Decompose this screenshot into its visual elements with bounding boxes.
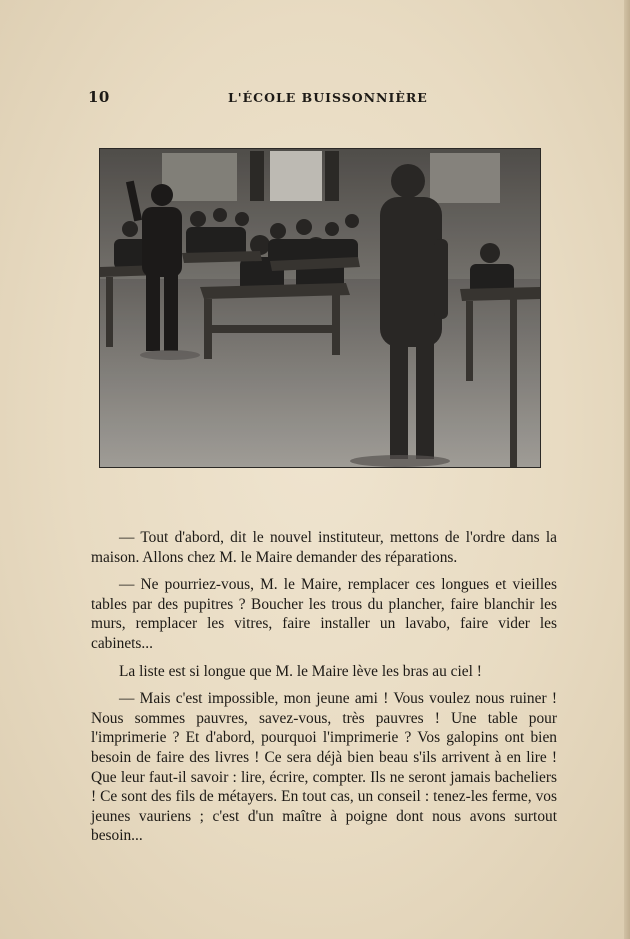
classroom-photo-illustration (100, 149, 540, 467)
body-text (91, 528, 557, 854)
page-header (88, 88, 558, 108)
paragraph-3: La liste est si longue que M. le Maire lève les bras au ciel ! (119, 662, 482, 680)
paragraph-2: — Ne pourriez-vous, M. le Maire, remplacer ces longues et vieilles tables par des pupitres ? Boucher les trous du plancher, faire blanchir les murs, remplacer les vitres, faire installer un lavabo, faire vider les cabinets... (91, 576, 557, 652)
page-edge (624, 0, 630, 939)
paragraph-1: — Tout d'abord, dit le nouvel instituteur, mettons de l'ordre dans la maison. Allons chez M. le Maire demander des réparations. (91, 529, 557, 566)
classroom-photo (100, 149, 540, 467)
running-title: L'ÉCOLE BUISSONNIÈRE (228, 90, 428, 105)
paragraph-4: — Mais c'est impossible, mon jeune ami ! Vous voulez nous ruiner ! Nous sommes pauvres, savez-vous, très pauvres ! Une table pour l'imprimerie ? Et d'abord, pourquoi l'imprimerie ? Vos galopins ont bien besoin de faire des livres ! Ce sera déjà bien beau s'ils arrivent à en lire ! Que leur faut-il savoir : lire, écrire, compter. Ils ne seront jamais bacheliers ! Ce sont des fils de métayers. En tout cas, un conseil : tenez-les ferme, vos jeunes vauriens ; c'est d'un maître à poigne dont nous avons surtout besoin... (91, 690, 557, 845)
page-number: 10 (88, 88, 110, 106)
